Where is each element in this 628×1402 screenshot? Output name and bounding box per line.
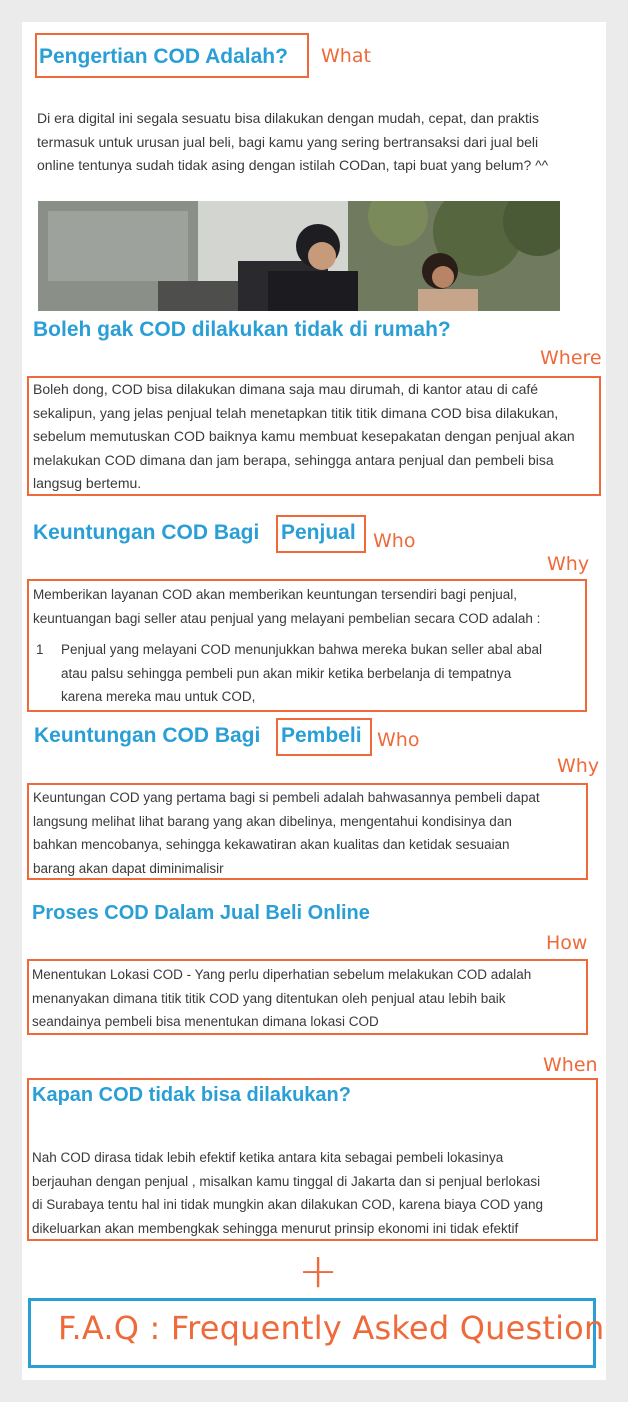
paragraph-line: keuntuangan bagi seller atau penjual yang melayani pembelian secara COD adalah :: [33, 610, 541, 626]
paragraph-line: karena mereka mau untuk COD,: [61, 689, 256, 704]
where-heading: Boleh gak COD dilakukan tidak di rumah?: [33, 318, 451, 341]
when-heading: Kapan COD tidak bisa dilakukan?: [32, 1084, 351, 1106]
paragraph-line: langsug bertemu.: [33, 475, 142, 491]
what-paragraph: [37, 107, 548, 178]
seller-heading-highlight: Penjual: [281, 521, 356, 544]
paragraph-line: Nah COD dirasa tidak lebih efektif ketika antara kita sebagai pembeli lokasinya: [32, 1150, 504, 1165]
paragraph-line: Memberikan layanan COD akan memberikan keuntungan tersendiri bagi penjual,: [33, 587, 518, 602]
buyer-who-annotation: Who: [377, 729, 420, 751]
photo-illustration: [38, 201, 560, 311]
paragraph-line: Keuntungan COD yang pertama bagi si pembeli adalah bahwasannya pembeli dapat: [33, 790, 540, 805]
buyer-paragraph: [33, 786, 540, 880]
buyer-why-annotation: Why: [557, 755, 600, 777]
cod-delivery-photo: [38, 201, 560, 311]
paragraph-line: barang akan dapat diminimalisir: [33, 860, 224, 876]
paragraph-line: sekalipun, yang jelas penjual telah menetapkan titik titik dimana COD bisa dilakukan,: [33, 404, 559, 421]
paragraph-line: menanyakan dimana titik titik COD yang ditentukan oleh penjual atau lebih baik: [32, 990, 506, 1006]
paragraph-line: sebelum memutuskan COD baiknya kamu membuat kesepakatan dengan penjual akan: [33, 428, 575, 444]
when-annotation: When: [543, 1054, 598, 1076]
where-annotation: Where: [540, 347, 602, 369]
how-annotation: How: [546, 932, 588, 954]
paragraph-line: Menentukan Lokasi COD - Yang perlu diperhatian sebelum melakukan COD adalah: [32, 967, 532, 982]
paragraph-line: melakukan COD dimana dan jam berapa, sehingga antara penjual dan pembeli bisa: [33, 451, 554, 468]
paragraph-line: Penjual yang melayani COD menunjukkan bahwa mereka bukan seller abal abal: [61, 642, 543, 657]
paragraph-line: Di era digital ini segala sesuatu bisa dilakukan dengan mudah, cepat, dan praktis: [37, 110, 539, 126]
when-paragraph: [32, 1146, 543, 1240]
faq-banner-text: F.A.Q : Frequently Asked Question: [58, 1309, 605, 1347]
paragraph-line: seandainya pembeli bisa menentukan dimana lokasi COD: [32, 1014, 379, 1029]
seller-intro: [33, 583, 540, 630]
seller-why-annotation: Why: [547, 553, 590, 575]
seller-who-annotation: Who: [373, 530, 416, 552]
paragraph-line: dikeluarkan akan membengkak sehingga menurut prinsip ekonomi ini tidak efektif: [32, 1220, 519, 1236]
paragraph-line: di Surabaya tentu hal ini tidak mungkin akan dilakukan COD, karena biaya COD yang: [32, 1197, 544, 1212]
what-heading: Pengertian COD Adalah?: [39, 45, 288, 68]
how-heading: Proses COD Dalam Jual Beli Online: [32, 902, 370, 924]
paragraph-line: berjauhan dengan penjual , misalkan kamu tinggal di Jakarta dan si penjual berlokasi: [32, 1173, 541, 1189]
seller-list-number: 1: [36, 642, 44, 657]
paragraph-line: langsung melihat lihat barang yang akan dibelinya, mengentahui kondisinya dan: [33, 813, 512, 829]
what-annotation: What: [321, 45, 371, 67]
paragraph-line: atau palsu sehingga pembeli pun akan mikir ketika berbelanja di tempatnya: [61, 665, 512, 681]
buyer-heading-highlight: Pembeli: [281, 724, 362, 747]
paragraph-line: Boleh dong, COD bisa dilakukan dimana saja mau dirumah, di kantor atau di café: [33, 381, 539, 397]
paragraph-line: bahkan mencobanya, sehingga kekawatiran akan kualitas dan ketidak sesuaian: [33, 837, 510, 852]
paragraph-line: online tentunya sudah tidak asing dengan istilah CODan, tapi buat yang belum? ^^: [37, 157, 549, 173]
seller-heading-prefix: Keuntungan COD Bagi: [33, 521, 260, 544]
how-paragraph: [32, 963, 531, 1034]
buyer-heading-prefix: Keuntungan COD Bagi: [34, 724, 261, 747]
plus-icon: +: [298, 1243, 339, 1299]
where-paragraph: [33, 378, 575, 496]
paragraph-line: termasuk untuk urusan jual beli, bagi kamu yang sering bertransaksi dari jual beli: [37, 133, 539, 150]
seller-list-item: [61, 638, 542, 709]
